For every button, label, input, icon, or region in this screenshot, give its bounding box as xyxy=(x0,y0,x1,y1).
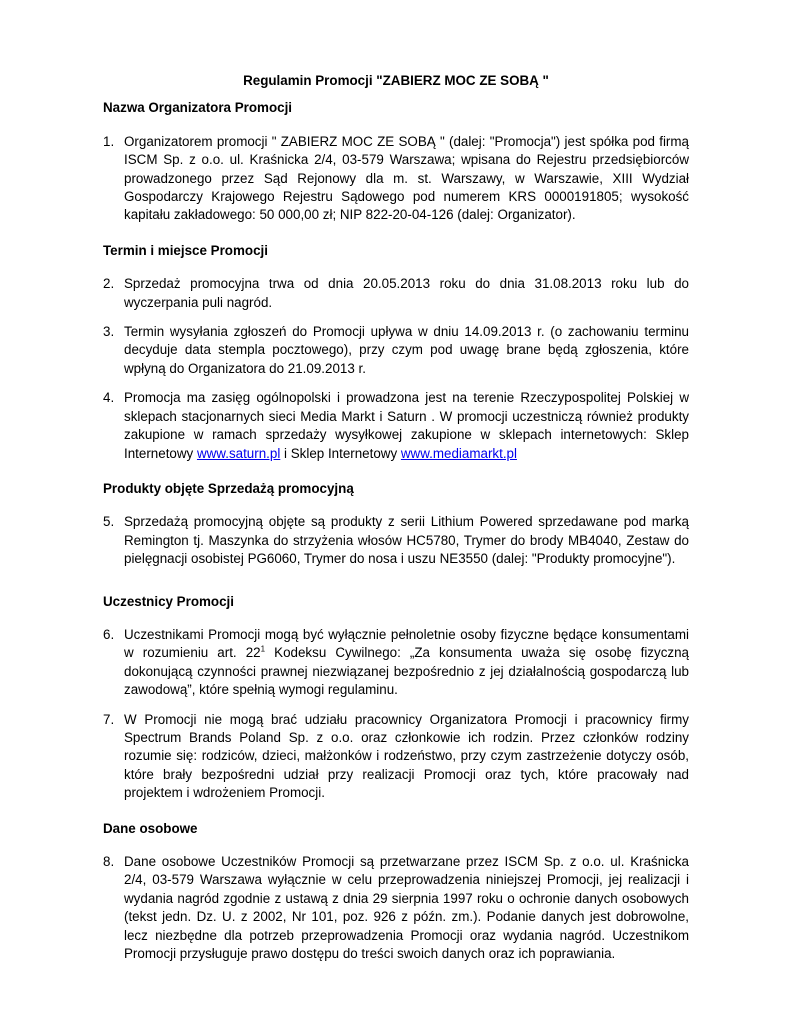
superscript: 1 xyxy=(260,644,266,654)
section-heading-term: Termin i miejsce Promocji xyxy=(103,242,268,258)
list-item-number: 6. xyxy=(103,626,115,642)
list-item-3 xyxy=(103,323,689,378)
list-item-1 xyxy=(103,133,689,225)
list-item-number: 8. xyxy=(103,854,115,869)
list-item-text xyxy=(124,626,689,700)
list-item-number: 1. xyxy=(103,133,115,149)
document-title: Regulamin Promocji "ZABIERZ MOC ZE SOBĄ " xyxy=(243,73,549,88)
list-item-text xyxy=(124,389,689,463)
list-item-number: 3. xyxy=(103,324,115,340)
item-6-text-after: Kodeksu Cywilnego: „Za konsumenta uważa się osobę fizyczną dokonującą czynności prawnej niezwiązanej bezpośrednio z jej działalnością gospodarczą lub zawodową”, które spełnią wymogi regulaminu. xyxy=(124,645,689,698)
list-item-text: Sprzedażą promocyjną objęte są produkty z serii Lithium Powered sprzedawane pod marką Remington tj. Maszynka do strzyżenia włosów HC5780, Trymer do brody MB4040, Zestaw do pielęgnacji osobistej PG6060, Trymer do nosa i uszu NE3550 (dalej: "Produkty promocyjne"). xyxy=(124,514,689,567)
list-item-5 xyxy=(103,513,689,568)
list-item-number: 5. xyxy=(103,514,115,530)
item-6-text-before: Uczestnikami Promocji mogą być wyłącznie pełnoletnie osoby fizyczne będące konsumentami w rozumieniu art. 22 xyxy=(124,626,689,661)
section-heading-participants: Uczestnicy Promocji xyxy=(103,593,234,609)
list-item-number: 4. xyxy=(103,390,115,406)
list-item-text: Organizatorem promocji " ZABIERZ MOC ZE SOBĄ " (dalej: "Promocja") jest spółka pod firmą ISCM Sp. z o.o. ul. Kraśnicka 2/4, 03-579 Warszawa; wpisana do Rejestru przedsiębiorców prowadzonego przez Sąd Rejonowy dla m. st. Warszawy, w Warszawie, XIII Wydział Gospodarczy Krajowego Rejestru Sądowego pod numerem KRS 0000191805; wysokość kapitału zakładowego: 50 000,00 zł; NIP 822-20-04-126 (dalej: Organizator). xyxy=(124,133,689,223)
list-item-text: Termin wysyłania zgłoszeń do Promocji upływa w dniu 14.09.2013 r. (o zachowaniu terminu decyduje data stempla pocztowego), przy czym pod uwagę brane będą zgłoszenia, które wpłyną do Organizatora do 21.09.2013 r. xyxy=(124,324,689,376)
section-heading-products: Produkty objęte Sprzedażą promocyjną xyxy=(103,480,354,496)
list-item-number: 2. xyxy=(103,276,115,292)
list-item-text: W Promocji nie mogą brać udziału pracownicy Organizatora Promocji i pracownicy firmy Spectrum Brands Poland Sp. z o.o. oraz członkowie ich rodzin. Przez członków rodziny rozumie się: rodziców, dzieci, małżonków i rodzeństwo, przy czym zastrzeżenie dotyczy osób, które brały bezpośredni udział przy realizacji Promocji oraz tych, które pracowały nad projektem i wdrożeniem Promocji. xyxy=(124,711,689,801)
item-4-text-middle: i Sklep Internetowy xyxy=(280,445,401,461)
saturn-link[interactable]: www.saturn.pl xyxy=(196,445,281,461)
mediamarkt-link[interactable]: www.mediamarkt.pl xyxy=(400,445,517,461)
list-item-text: Dane osobowe Uczestników Promocji są przetwarzane przez ISCM Sp. z o.o. ul. Kraśnicka 2/4, 03-579 Warszawa wyłącznie w celu przeprowadzenia niniejszej Promocji, jej realizacji i wydania nagród zgodnie z ustawą z dnia 29 sierpnia 1997 roku o ochronie danych osobowych (tekst jedn. Dz. U. z 2002, Nr 101, poz. 926 z późn. zm.). Podanie danych jest dobrowolne, lecz niezbędne dla potrzeb przeprowadzenia Promocji oraz wydania nagród. Uczestnikom Promocji przysługuje prawo dostępu do treści swoich danych oraz ich poprawiania. xyxy=(124,854,689,962)
list-item-8 xyxy=(103,853,689,963)
list-item-6 xyxy=(103,626,689,700)
list-item-7 xyxy=(103,711,689,803)
section-heading-organizer: Nazwa Organizatora Promocji xyxy=(103,100,293,116)
list-item-number: 7. xyxy=(103,711,115,727)
list-item-2 xyxy=(103,275,689,312)
list-item-text: Sprzedaż promocyjna trwa od dnia 20.05.2013 roku do dnia 31.08.2013 roku lub do wyczerpania puli nagród. xyxy=(124,276,689,310)
section-heading-personal-data: Dane osobowe xyxy=(103,820,198,836)
item-4-text-before: Promocja ma zasięg ogólnopolski i prowadzona jest na terenie Rzeczypospolitej Polskiej w sklepach stacjonarnych sieci Media Markt i Saturn . W promocji uczestniczą również produkty zakupione w ramach sprzedaży wysyłkowej zakupione w sklepach internetowych: Sklep Internetowy xyxy=(124,390,689,461)
list-item-4 xyxy=(103,389,689,463)
